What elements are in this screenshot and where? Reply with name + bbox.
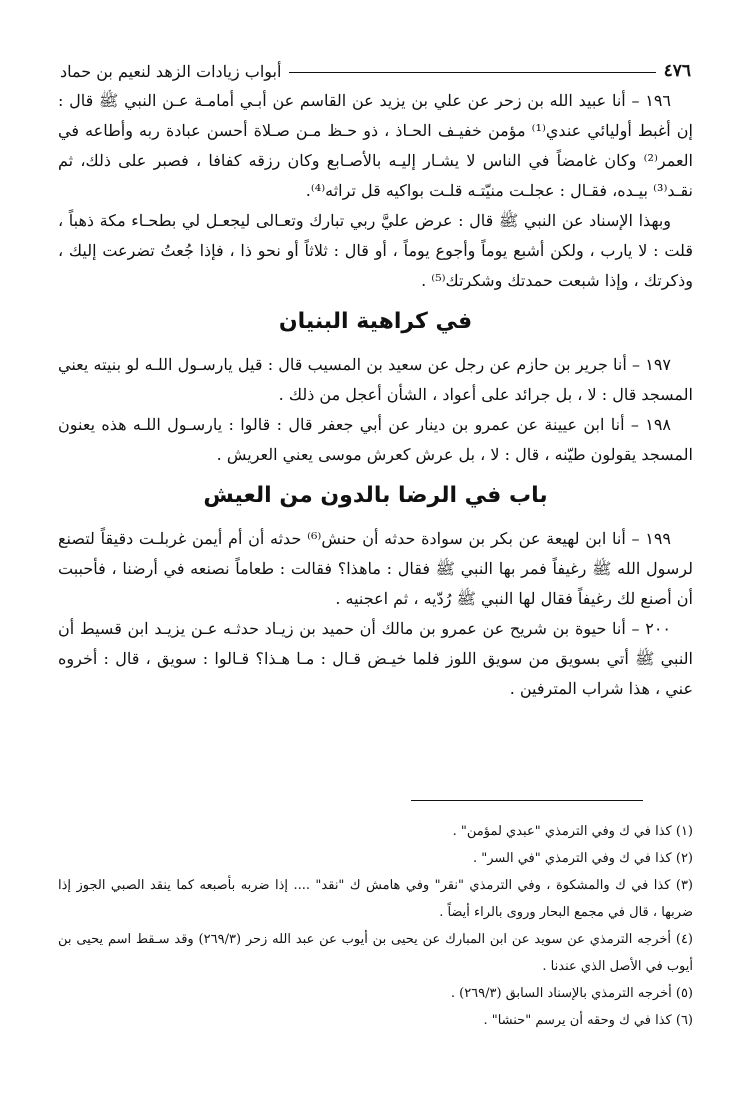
running-title: أبواب زيادات الزهد لنعيم بن حماد bbox=[60, 61, 282, 81]
hadith-198: ١٩٨ – أنا ابن عيينة عن عمرو بن دينار عن أبي جعفر قال : قالوا : يارسـول اللـه هذه يعنون المسجد يقولون طيّنه ، قال : لا ، بل عرش كعرش موسى يعني العريش . bbox=[58, 415, 693, 464]
footnote-6: (٦) كذا في ك وحقه أن يرسم "حنشا" . bbox=[483, 1013, 693, 1028]
hadith-200: ٢٠٠ – أنا حيوة بن شريح عن عمرو بن مالك أن حميد بن زيـاد حدثـه عـن يزيـد ابن قسيط أن النبي ﷺ أتي بسويق من سويق اللوز فلما خيـض قـال : مـا هـذا؟ قـالوا : سويق ، قال : أخروه عني ، هذا شراب المترفين . bbox=[58, 619, 693, 698]
footnote-2: (٢) كذا في ك وفي الترمذي "في السر" . bbox=[472, 851, 693, 866]
hadith-196: ١٩٦ – أنا عبيد الله بن زحر عن علي بن يزيد عن القاسم عن أبـي أمامـة عـن النبي ﷺ قال : إن أغبط أوليائي عندي⁽¹⁾ مؤمن خفيـف الحـاذ ، ذو حـظ مـن صـلاة أحسن عبادة ربه وأطاعه في العمر⁽²⁾ وكان غامضاً في الناس لا يشـار إليـه بالأصـابع وكان رزقه كفافا ، فصبر على ذلك، ثم نقـد⁽³⁾ بيـده، فقـال : عجلـت منيّتـه قلـت بواكيه قل تراثه⁽⁴⁾. bbox=[58, 91, 693, 200]
hadith-196-continuation: وبهذا الإسناد عن النبي ﷺ قال : عرض عليَّ ربي تبارك وتعـالى ليجعـل لي بطحـاء مكة ذهباً ، قلت : لا يارب ، ولكن أشبع يوماً وأجوع يوماً ، أو قال : ثلاثاً أو نحو ذا ، فإذا جُعتُ تضرعت إليك ، وذكرتك ، وإذا شبعت حمدتك وشكرتك⁽⁵⁾ . bbox=[58, 211, 693, 290]
header-rule bbox=[289, 72, 655, 73]
running-header bbox=[60, 58, 691, 84]
section-heading-building: في كراهية البنيان bbox=[278, 309, 473, 334]
main-text bbox=[58, 86, 693, 704]
page-number: ٤٧٦ bbox=[663, 61, 691, 81]
footnote-separator bbox=[411, 800, 643, 801]
footnote-1: (١) كذا في ك وفي الترمذي "عبدي لمؤمن" . bbox=[452, 824, 693, 839]
footnote-5: (٥) أخرجه الترمذي بالإسناد السابق (٢٦٩/٣) . bbox=[450, 986, 693, 1001]
hadith-199: ١٩٩ – أنا ابن لهيعة عن بكر بن سوادة حدثه أن حنش⁽⁶⁾ حدثه أن أم أيمن غربلـت دقيقاً لتصنع لرسول الله ﷺ رغيفاً فمر بها النبي ﷺ فقال : ماهذا؟ فقالت : طعاماً نصنعه في أرضنا ، فأحببت أن أصنع لك رغيفاً فقال لها النبي ﷺ رُدّيه ، ثم اعجنيه . bbox=[58, 529, 693, 608]
footnotes bbox=[58, 818, 693, 1034]
footnote-4: (٤) أخرجه الترمذي عن سويد عن ابن المبارك عن يحيى بن أيوب عن عبد الله زحر (٢٦٩/٣) وقد سـقط اسم يحيى بن أيوب في الأصل الذي عندنا . bbox=[58, 932, 693, 974]
section-heading-contentment: باب في الرضا بالدون من العيش bbox=[203, 483, 548, 508]
footnote-3: (٣) كذا في ك والمشكوة ، وفي الترمذي "نقر" وفي هامش ك "نقد" .... إذا ضربه بأصبعه كما ينقد الصبي الجوز إذا ضربها ، قال في مجمع البحار وروى بالراء أيضاً . bbox=[58, 878, 693, 920]
hadith-197: ١٩٧ – أنا جرير بن حازم عن رجل عن سعيد بن المسيب قال : قيل يارسـول اللـه لو بنيته يعني المسجد قال : لا ، بل جرائد على أعواد ، الشأن أعجل من ذلك . bbox=[58, 355, 693, 404]
